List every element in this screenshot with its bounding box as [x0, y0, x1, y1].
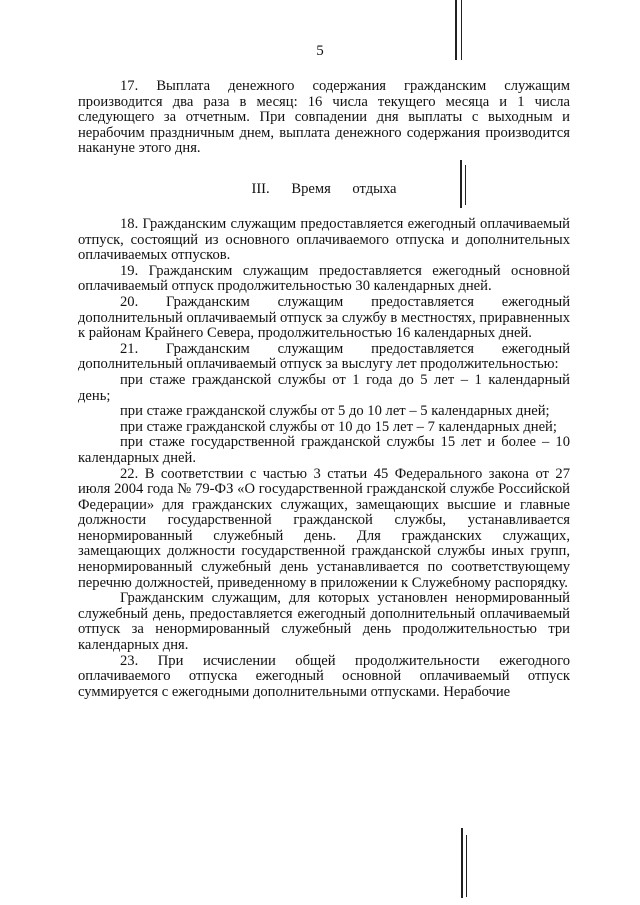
paragraph-18: 18. Гражданским служащим предоставляется ежегодный оплачиваемый отпуск, состоящий из основного оплачиваемого отпуска и дополнительных оплачиваемых отпусков.	[78, 216, 570, 264]
list-item-tenure-1: при стаже гражданской службы от 1 года до 5 лет – 1 календарный день;	[78, 371, 570, 404]
paragraph-20: 20. Гражданским служащим предоставляется ежегодный дополнительный оплачиваемый отпуск за службу в местностях, приравненных к районам Крайнего Севера, продолжительностью 16 календарных дней.	[78, 293, 570, 342]
list-item-tenure-3: при стаже гражданской службы от 10 до 15 лет – 7 календарных дней;	[120, 418, 557, 435]
paragraph-23: 23. При исчислении общей продолжительности ежегодного оплачиваемого отпуска ежегодный основной оплачиваемый отпуск суммируется с ежегодными дополнительными отпусками. Нерабочие	[78, 652, 570, 700]
scan-mark	[461, 828, 463, 898]
scan-mark	[460, 160, 462, 208]
paragraph-block-top	[78, 79, 570, 157]
paragraph-block-main	[78, 217, 570, 700]
scan-mark	[461, 0, 462, 60]
section-heading: III. Время отдыха	[251, 181, 397, 197]
list-item-tenure-4: при стаже государственной гражданской службы 15 лет и более – 10 календарных дней.	[78, 434, 570, 466]
scan-mark	[465, 165, 466, 205]
list-item-tenure-2: при стаже гражданской службы от 5 до 10 лет – 5 календарных дней;	[120, 403, 550, 420]
scan-mark	[455, 0, 457, 60]
paragraph-21: 21. Гражданским служащим предоставляется ежегодный дополнительный оплачиваемый отпуск за выслугу лет продолжительностью:	[78, 340, 570, 373]
paragraph-17: 17. Выплата денежного содержания гражданским служащим производится два раза в месяц: 16 числа текущего месяца и 1 числа следующего за отчетным. При совпадении дня выплаты с выходным и нерабочим праздничным днем, выплата денежного содержания производится накануне этого дня.	[78, 78, 570, 157]
paragraph-22-continued: Гражданским служащим, для которых установлен ненормированный служебный день, предоставляется ежегодный дополнительный оплачиваемый отпуск за ненормированный служебный день продолжительностью три календарных дня.	[78, 590, 570, 654]
paragraph-19: 19. Гражданским служащим предоставляется ежегодный основной оплачиваемый отпуск продолжительностью 30 календарных дней.	[78, 262, 570, 295]
paragraph-22: 22. В соответствии с частью 3 статьи 45 Федерального закона от 27 июля 2004 года № 79-ФЗ «О государственной гражданской службе Российской Федерации» для гражданских служащих, замещающих высшие и главные должности государственной гражданской службы, устанавливается ненормированный служебный день. Для гражданских служащих, замещающих должности государственной гражданской службы иных групп, ненормированный служебный день устанавливается по соответствующему перечню должностей, приведенному в приложении к Служебному распорядку.	[78, 465, 570, 591]
page-number: 5	[316, 43, 324, 59]
scan-mark	[466, 835, 467, 897]
